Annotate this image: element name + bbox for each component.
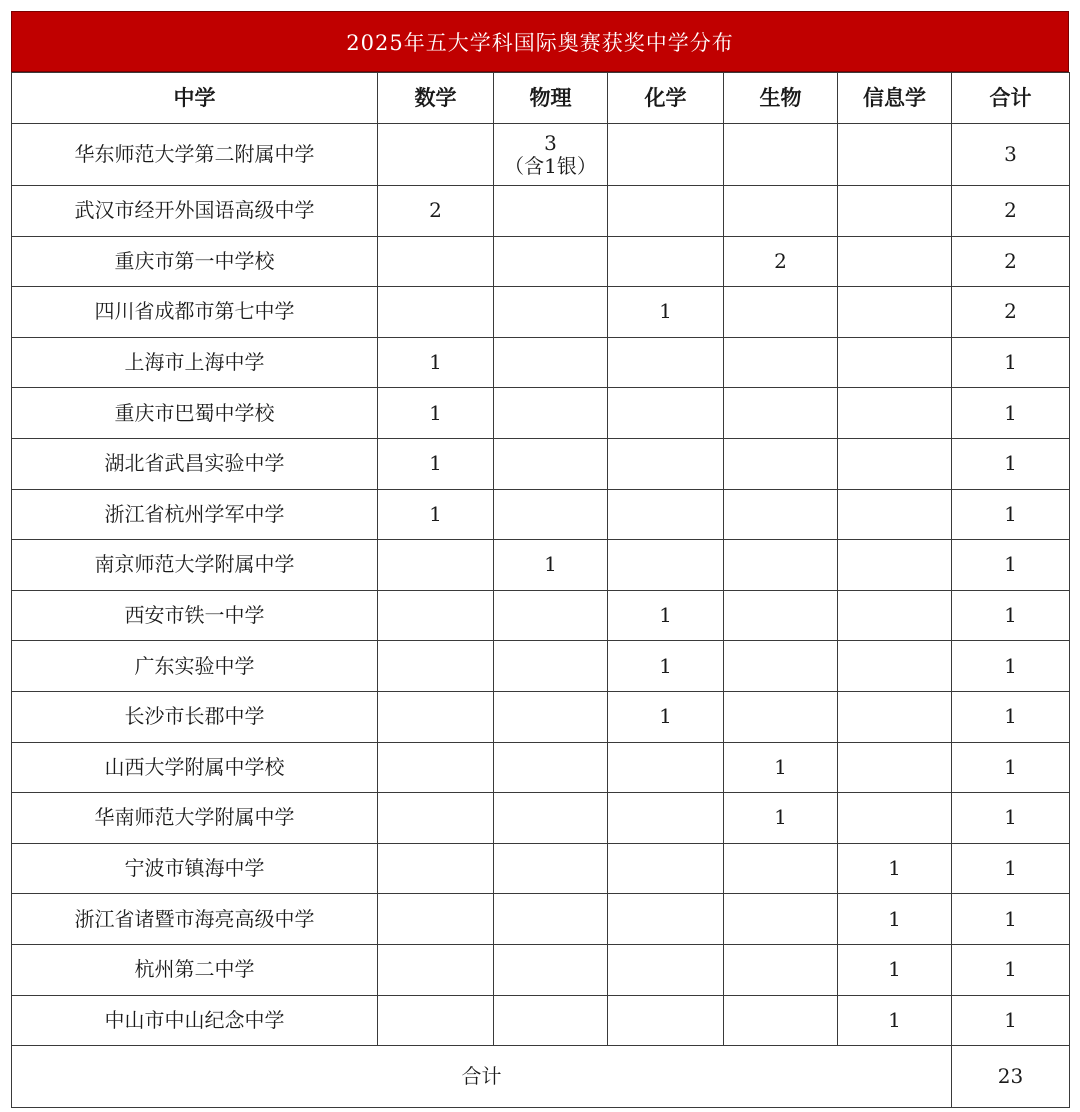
school-name-cell-text: 华南师范大学附属中学 xyxy=(94,805,295,830)
row-total-cell-text: 1 xyxy=(1004,957,1017,982)
biology-count-cell xyxy=(724,742,838,793)
school-name-cell xyxy=(12,438,378,489)
biology-count-cell xyxy=(724,540,838,591)
math-count-cell-text: 2 xyxy=(429,198,442,223)
row-total-cell xyxy=(952,691,1070,742)
table-row xyxy=(12,843,1070,894)
row-total-cell-text: 1 xyxy=(1004,451,1017,476)
table-row xyxy=(12,388,1070,439)
biology-count-cell xyxy=(724,944,838,995)
row-total-cell xyxy=(952,894,1070,945)
biology-count-cell xyxy=(724,388,838,439)
biology-count-cell xyxy=(724,894,838,945)
table-row xyxy=(12,742,1070,793)
physics-count-cell-text: 1 xyxy=(544,552,557,577)
header-math: 数学 xyxy=(378,73,494,124)
row-total-cell-text: 1 xyxy=(1004,856,1017,881)
table-row xyxy=(12,590,1070,641)
award-table-container xyxy=(11,11,1069,1108)
school-name-cell-text: 浙江省杭州学军中学 xyxy=(104,501,285,526)
math-count-cell xyxy=(378,124,494,186)
chemistry-count-cell xyxy=(608,995,724,1046)
math-count-cell xyxy=(378,742,494,793)
chemistry-count-cell xyxy=(608,793,724,844)
math-count-cell xyxy=(378,995,494,1046)
table-row xyxy=(12,438,1070,489)
informatics-count-cell xyxy=(838,742,952,793)
physics-count-cell xyxy=(494,995,608,1046)
informatics-count-cell-text: 1 xyxy=(888,957,901,982)
row-total-cell-text: 1 xyxy=(1004,400,1017,425)
school-name-cell xyxy=(12,186,378,237)
chemistry-count-cell-text: 1 xyxy=(659,653,672,678)
chemistry-count-cell xyxy=(608,287,724,338)
math-count-cell-text: 1 xyxy=(429,400,442,425)
row-total-cell-text: 1 xyxy=(1004,552,1017,577)
math-count-cell xyxy=(378,590,494,641)
informatics-count-cell xyxy=(838,124,952,186)
school-name-cell xyxy=(12,894,378,945)
chemistry-count-cell-text: 1 xyxy=(659,299,672,324)
row-total-cell-text: 1 xyxy=(1004,350,1017,375)
physics-count-cell xyxy=(494,540,608,591)
chemistry-count-cell xyxy=(608,691,724,742)
school-name-cell-text: 四川省成都市第七中学 xyxy=(94,299,295,324)
school-name-cell xyxy=(12,236,378,287)
school-name-cell-text: 浙江省诸暨市海亮高级中学 xyxy=(74,906,315,931)
row-total-cell xyxy=(952,540,1070,591)
row-total-cell xyxy=(952,287,1070,338)
math-count-cell xyxy=(378,641,494,692)
informatics-count-cell-text: 1 xyxy=(888,1007,901,1032)
header-chemistry: 化学 xyxy=(608,73,724,124)
header-row xyxy=(12,73,1070,124)
biology-count-cell xyxy=(724,641,838,692)
chemistry-count-cell xyxy=(608,843,724,894)
informatics-count-cell xyxy=(838,438,952,489)
grand-total-label: 合计 xyxy=(12,1046,952,1108)
header-total: 合计 xyxy=(952,73,1070,124)
table-row xyxy=(12,995,1070,1046)
row-total-cell-text: 2 xyxy=(1004,299,1017,324)
math-count-cell-text: 1 xyxy=(429,451,442,476)
row-total-cell xyxy=(952,742,1070,793)
biology-count-cell xyxy=(724,793,838,844)
biology-count-cell xyxy=(724,691,838,742)
header-school: 中学 xyxy=(12,73,378,124)
informatics-count-cell xyxy=(838,489,952,540)
award-table xyxy=(11,72,1070,1108)
row-total-cell xyxy=(952,590,1070,641)
math-count-cell xyxy=(378,438,494,489)
school-name-cell-text: 广东实验中学 xyxy=(134,653,255,678)
row-total-cell xyxy=(952,124,1070,186)
row-total-cell xyxy=(952,236,1070,287)
school-name-cell xyxy=(12,944,378,995)
physics-count-cell xyxy=(494,337,608,388)
header-physics: 物理 xyxy=(494,73,608,124)
row-total-cell-text: 1 xyxy=(1004,1007,1017,1032)
chemistry-count-cell xyxy=(608,236,724,287)
school-name-cell xyxy=(12,489,378,540)
physics-count-cell xyxy=(494,287,608,338)
school-name-cell xyxy=(12,843,378,894)
school-name-cell xyxy=(12,995,378,1046)
table-row xyxy=(12,489,1070,540)
math-count-cell-text: 1 xyxy=(429,501,442,526)
math-count-cell xyxy=(378,287,494,338)
informatics-count-cell xyxy=(838,641,952,692)
row-total-cell xyxy=(952,944,1070,995)
chemistry-count-cell xyxy=(608,438,724,489)
header-biology: 生物 xyxy=(724,73,838,124)
biology-count-cell-text: 1 xyxy=(774,805,787,830)
informatics-count-cell xyxy=(838,388,952,439)
table-row xyxy=(12,236,1070,287)
math-count-cell xyxy=(378,186,494,237)
row-total-cell xyxy=(952,186,1070,237)
physics-count-cell xyxy=(494,691,608,742)
school-name-cell xyxy=(12,540,378,591)
physics-note-text: （含1银） xyxy=(504,153,597,178)
row-total-cell xyxy=(952,489,1070,540)
grand-total-row xyxy=(12,1046,1070,1108)
chemistry-count-cell xyxy=(608,944,724,995)
physics-count-cell xyxy=(494,388,608,439)
grand-total-value: 23 xyxy=(952,1046,1070,1108)
school-name-cell-text: 上海市上海中学 xyxy=(124,350,265,375)
informatics-count-cell xyxy=(838,894,952,945)
school-name-cell-text: 长沙市长郡中学 xyxy=(124,704,265,729)
informatics-count-cell xyxy=(838,843,952,894)
math-count-cell xyxy=(378,843,494,894)
physics-count-cell xyxy=(494,894,608,945)
biology-count-cell-text: 1 xyxy=(774,754,787,779)
table-row xyxy=(12,641,1070,692)
informatics-count-cell xyxy=(838,236,952,287)
school-name-cell-text: 重庆市巴蜀中学校 xyxy=(114,400,275,425)
chemistry-count-cell xyxy=(608,388,724,439)
school-name-cell-text: 南京师范大学附属中学 xyxy=(94,552,295,577)
informatics-count-cell xyxy=(838,995,952,1046)
row-total-cell-text: 1 xyxy=(1004,805,1017,830)
math-count-cell xyxy=(378,944,494,995)
school-name-cell-text: 西安市铁一中学 xyxy=(124,603,265,628)
biology-count-cell xyxy=(724,186,838,237)
informatics-count-cell xyxy=(838,590,952,641)
math-count-cell xyxy=(378,388,494,439)
row-total-cell-text: 1 xyxy=(1004,704,1017,729)
biology-count-cell xyxy=(724,590,838,641)
table-row xyxy=(12,337,1070,388)
row-total-cell xyxy=(952,641,1070,692)
physics-count-cell xyxy=(494,641,608,692)
informatics-count-cell xyxy=(838,944,952,995)
row-total-cell xyxy=(952,337,1070,388)
row-total-cell-text: 1 xyxy=(1004,906,1017,931)
physics-count-cell xyxy=(494,236,608,287)
table-row xyxy=(12,124,1070,186)
chemistry-count-cell xyxy=(608,186,724,237)
school-name-cell-text: 宁波市镇海中学 xyxy=(124,856,265,881)
table-row xyxy=(12,944,1070,995)
biology-count-cell xyxy=(724,995,838,1046)
row-total-cell-text: 3 xyxy=(1004,142,1017,166)
physics-count-cell xyxy=(494,438,608,489)
school-name-cell-text: 湖北省武昌实验中学 xyxy=(104,451,285,476)
school-name-cell xyxy=(12,691,378,742)
row-total-cell-text: 2 xyxy=(1004,248,1017,273)
school-name-cell xyxy=(12,590,378,641)
row-total-cell xyxy=(952,843,1070,894)
biology-count-cell xyxy=(724,489,838,540)
school-name-cell xyxy=(12,641,378,692)
math-count-cell xyxy=(378,691,494,742)
informatics-count-cell xyxy=(838,691,952,742)
math-count-cell xyxy=(378,540,494,591)
school-name-cell xyxy=(12,793,378,844)
table-row xyxy=(12,894,1070,945)
informatics-count-cell xyxy=(838,337,952,388)
row-total-cell-text: 2 xyxy=(1004,198,1017,223)
informatics-count-cell-text: 1 xyxy=(888,856,901,881)
biology-count-cell xyxy=(724,124,838,186)
chemistry-count-cell xyxy=(608,742,724,793)
school-name-cell xyxy=(12,337,378,388)
math-count-cell xyxy=(378,894,494,945)
chemistry-count-cell xyxy=(608,540,724,591)
school-name-cell-text: 中山市中山纪念中学 xyxy=(104,1007,285,1032)
table-body xyxy=(12,124,1070,1046)
chemistry-count-cell-text: 1 xyxy=(659,704,672,729)
school-name-cell xyxy=(12,287,378,338)
table-row xyxy=(12,186,1070,237)
biology-count-cell-text: 2 xyxy=(774,248,787,273)
chemistry-count-cell xyxy=(608,590,724,641)
physics-count-cell xyxy=(494,742,608,793)
chemistry-count-cell xyxy=(608,894,724,945)
row-total-cell xyxy=(952,438,1070,489)
physics-count-cell xyxy=(494,843,608,894)
table-row xyxy=(12,793,1070,844)
row-total-cell-text: 1 xyxy=(1004,653,1017,678)
school-name-cell-text: 华东师范大学第二附属中学 xyxy=(74,142,315,166)
physics-count-cell xyxy=(494,590,608,641)
chemistry-count-cell xyxy=(608,641,724,692)
chemistry-count-cell-text: 1 xyxy=(659,603,672,628)
physics-count-cell xyxy=(494,489,608,540)
table-row xyxy=(12,540,1070,591)
chemistry-count-cell xyxy=(608,124,724,186)
row-total-cell-text: 1 xyxy=(1004,603,1017,628)
row-total-cell xyxy=(952,995,1070,1046)
school-name-cell-text: 武汉市经开外国语高级中学 xyxy=(74,198,315,223)
informatics-count-cell-text: 1 xyxy=(888,906,901,931)
math-count-cell xyxy=(378,793,494,844)
math-count-cell-text: 1 xyxy=(429,350,442,375)
table-row xyxy=(12,691,1070,742)
chemistry-count-cell xyxy=(608,337,724,388)
header-informatics: 信息学 xyxy=(838,73,952,124)
physics-count-cell xyxy=(494,793,608,844)
school-name-cell-text: 杭州第二中学 xyxy=(134,957,255,982)
physics-count-cell xyxy=(494,944,608,995)
biology-count-cell xyxy=(724,287,838,338)
biology-count-cell xyxy=(724,337,838,388)
math-count-cell xyxy=(378,337,494,388)
informatics-count-cell xyxy=(838,186,952,237)
physics-count-cell xyxy=(494,186,608,237)
school-name-cell-text: 山西大学附属中学校 xyxy=(104,754,285,779)
school-name-cell xyxy=(12,388,378,439)
math-count-cell xyxy=(378,236,494,287)
school-name-cell xyxy=(12,124,378,186)
chemistry-count-cell xyxy=(608,489,724,540)
math-count-cell xyxy=(378,489,494,540)
row-total-cell-text: 1 xyxy=(1004,754,1017,779)
school-name-cell-text: 重庆市第一中学校 xyxy=(114,248,275,273)
informatics-count-cell xyxy=(838,540,952,591)
biology-count-cell xyxy=(724,236,838,287)
school-name-cell xyxy=(12,742,378,793)
table-title: 2025年五大学科国际奥赛获奖中学分布 xyxy=(11,11,1069,72)
physics-count-cell xyxy=(494,124,608,186)
informatics-count-cell xyxy=(838,793,952,844)
table-row xyxy=(12,287,1070,338)
row-total-cell xyxy=(952,793,1070,844)
row-total-cell xyxy=(952,388,1070,439)
biology-count-cell xyxy=(724,438,838,489)
row-total-cell-text: 1 xyxy=(1004,501,1017,526)
physics-count-cell-text: 3 xyxy=(544,130,557,155)
biology-count-cell xyxy=(724,843,838,894)
informatics-count-cell xyxy=(838,287,952,338)
